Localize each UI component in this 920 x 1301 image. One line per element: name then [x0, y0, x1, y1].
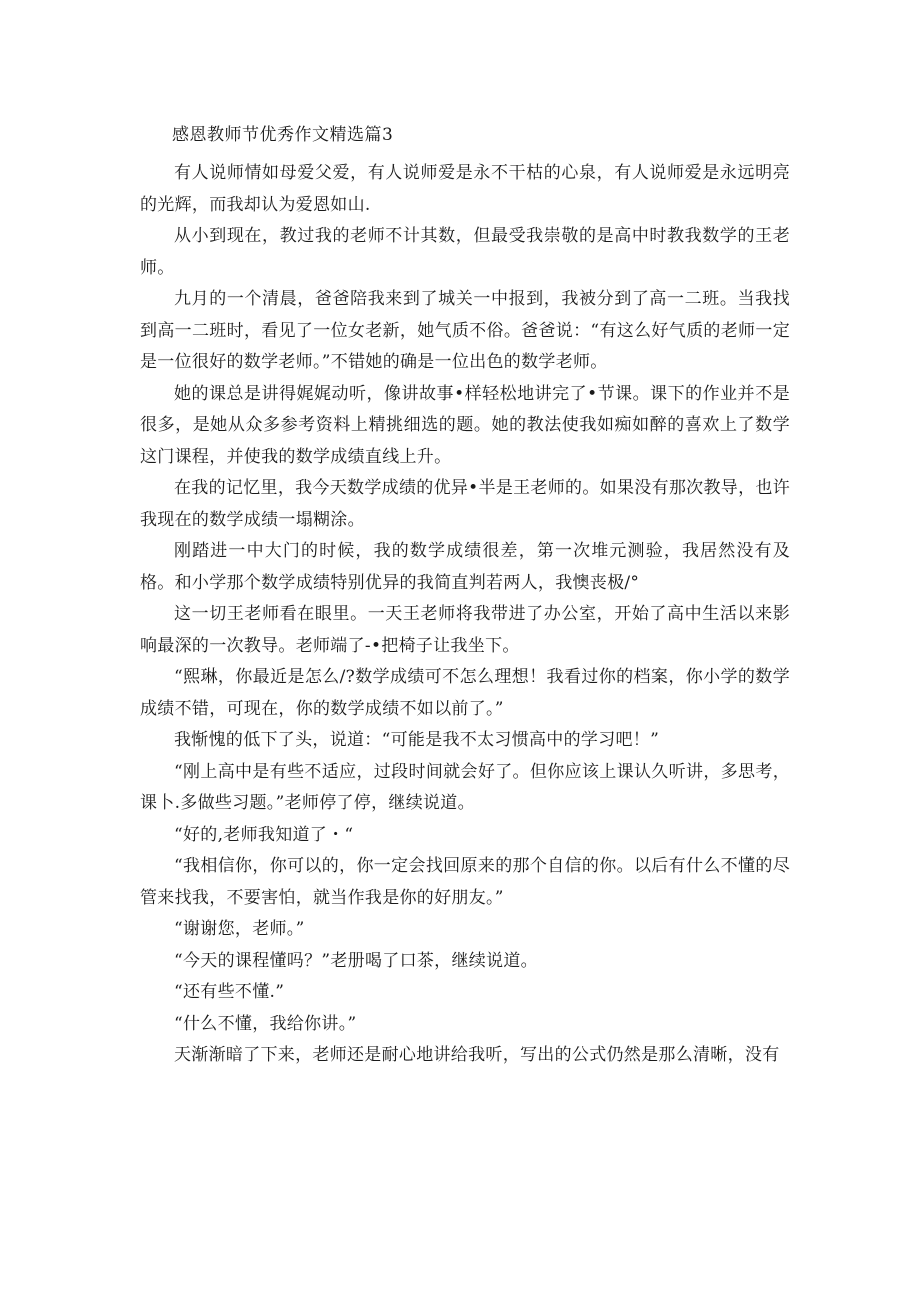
- paragraph-2: 从小到现在，教过我的老师不计其数，但最受我崇敬的是高中时教我数学的王老师。: [140, 226, 790, 278]
- paragraph-12: “我相信你，你可以的，你一定会找回原来的那个自信的你。以后有什么不懂的尽管来找我，不要害怕，就当作我是你的好朋友。”: [140, 856, 790, 908]
- paragraph-6: 刚踏进一中大门的时候，我的数学成绩很差，第一次堆元测验，我居然没有及格。和小学那个数学成绩特别优异的我简直判若两人，我懊丧极/°: [140, 541, 790, 593]
- paragraph-17: 天渐渐暗了下来，老师还是耐心地讲给我听，写出的公式仍然是那么清晰，没有: [174, 1045, 780, 1065]
- article-title: 感恩教师节优秀作文精选篇3: [172, 125, 394, 145]
- paragraph-8: “熙琳，你最近是怎么/?数学成绩可不怎么理想！我看过你的档案，你小学的数学成绩不错，可现在，你的数学成绩不如以前了。”: [140, 667, 790, 719]
- paragraph-16: “什么不懂，我给你讲。”: [174, 1013, 357, 1034]
- paragraph-7: 这一切王老师看在眼里。一天王老师将我带进了办公室，开始了高中生活以来影响最深的一次教导。老师端了-•把椅子让我坐下。: [140, 604, 790, 656]
- paragraph-11: “好的,老师我知道了・“: [174, 824, 354, 845]
- paragraph-15: “还有些不懂.”: [174, 982, 285, 1002]
- paragraph-3: 九月的一个清晨，爸爸陪我来到了城关一中报到，我被分到了高一二班。当我找到高一二班时，看见了一位女老新，她气质不俗。爸爸说：“有这么好气质的老师一定是一位很好的数学老师。”不错她的确是一位出色的数学老师。: [140, 289, 790, 372]
- paragraph-10: “刚上高中是有些不适应，过段时间就会好了。但你应该上课认久听讲，多思考，课卜.多做些习题。”老师停了停，继续说道。: [140, 761, 790, 813]
- paragraph-14: “今天的课程懂吗？”老册喝了口茶，继续说道。: [174, 950, 538, 971]
- paragraph-9: 我惭愧的低下了头，说道：“可能是我不太习惯高中的学习吧！”: [174, 730, 660, 750]
- paragraph-1: 有人说师情如母爱父爱，有人说师爱是永不干枯的心泉，有人说师爱是永远明亮的光辉，而我却认为爱恩如山.: [140, 163, 790, 215]
- article-body: [140, 158, 790, 1072]
- paragraph-5: 在我的记忆里，我今天数学成绩的优异•半是王老师的。如果没有那次教导，也许我现在的数学成绩一塌糊涂。: [140, 478, 790, 530]
- paragraph-4: 她的课总是讲得娓娓动听，像讲故事•样轻松地讲完了•节课。课下的作业并不是很多，是她从众多参考资料上精挑细选的题。她的教法使我如痴如醉的喜欢上了数学这门课程，并使我的数学成绩直线上升。: [140, 383, 790, 467]
- paragraph-13: “谢谢您，老师。”: [174, 919, 305, 939]
